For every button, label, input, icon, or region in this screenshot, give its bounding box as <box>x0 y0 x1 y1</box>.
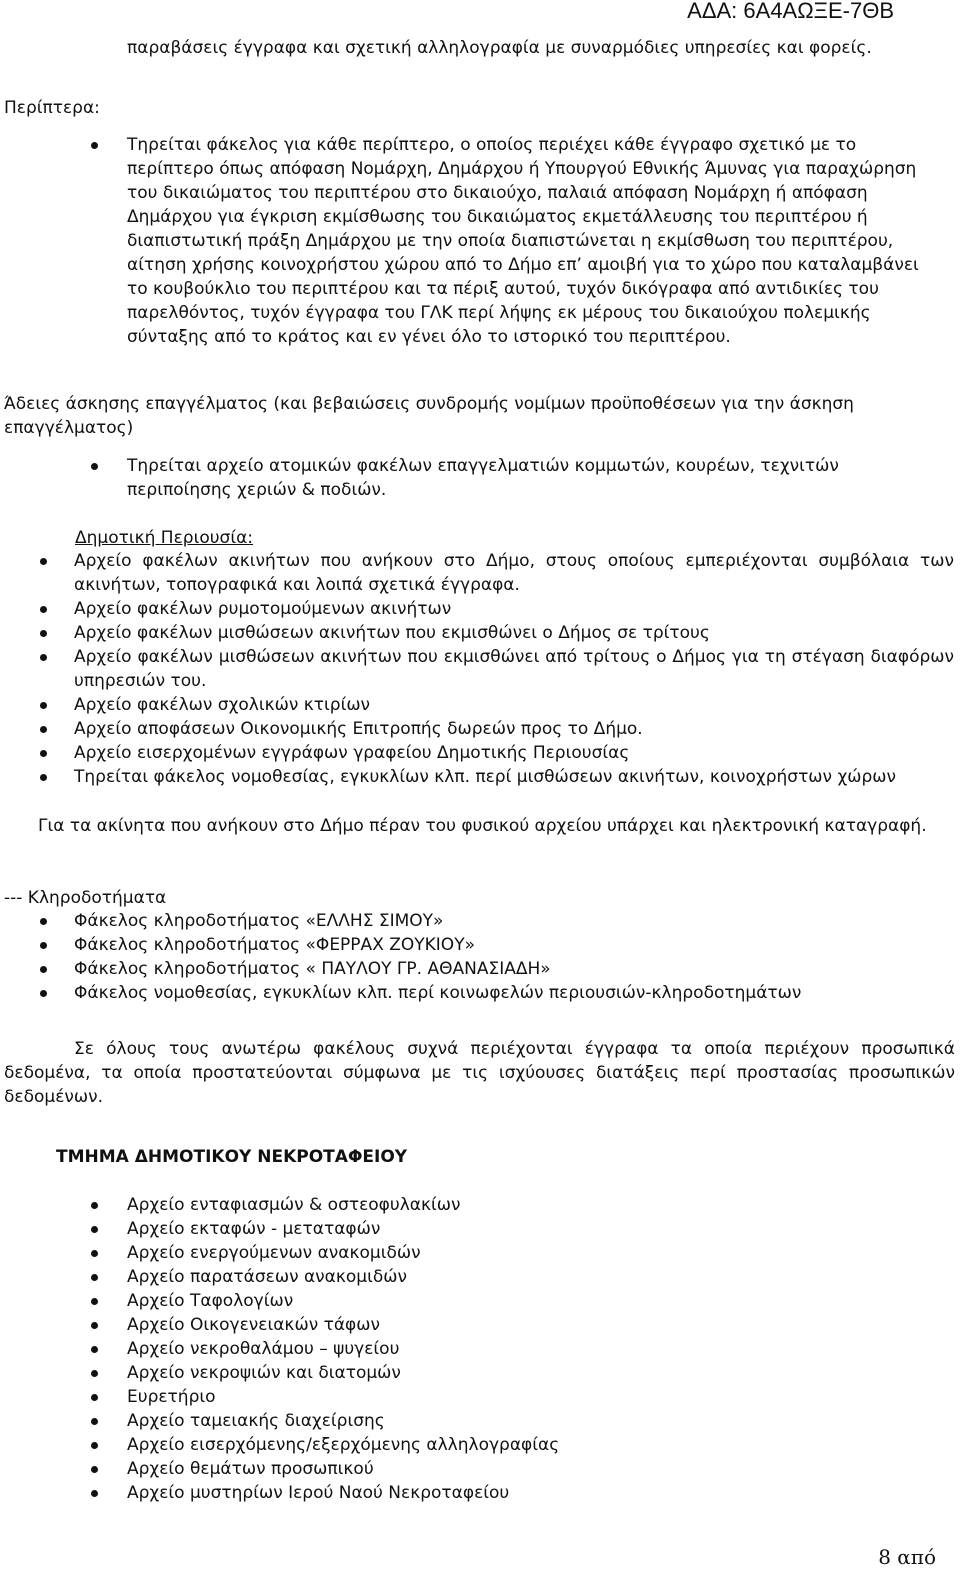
list-item: Αρχείο θεμάτων προσωπικού <box>127 1457 927 1481</box>
list-item: Αρχείο ενταφιασμών & οστεοφυλακίων <box>127 1193 927 1217</box>
kiosks-label: Περίπτερα: <box>4 98 100 118</box>
kiosks-list <box>127 133 942 349</box>
municipal-property-heading: Δημοτική Περιουσία: <box>75 528 254 548</box>
list-item: Αρχείο Οικογενειακών τάφων <box>127 1313 927 1337</box>
licenses-list <box>127 454 942 502</box>
list-item: Αρχείο εκταφών - μεταταφών <box>127 1217 927 1241</box>
bequests-heading: --- Κληροδοτήματα <box>4 888 167 908</box>
cemetery-heading: ΤΜΗΜΑ ΔΗΜΟΤΙΚΟΥ ΝΕΚΡΟΤΑΦΕΙΟΥ <box>56 1147 408 1167</box>
page-number: 8 από <box>878 1545 936 1569</box>
licenses-heading: Άδειες άσκησης επαγγέλματος (και βεβαιώσεις συνδρομής νομίμων προϋποθέσεων για την άσκηση επαγγέλματος) <box>4 394 854 438</box>
list-item: Αρχείο ταμειακής διαχείρισης <box>127 1409 927 1433</box>
list-item: Αρχείο εισερχόμενης/εξερχόμενης αλληλογραφίας <box>127 1433 927 1457</box>
list-item: Αρχείο φακέλων μισθώσεων ακινήτων που εκμισθώνει ο Δήμος σε τρίτους <box>74 621 954 645</box>
list-item: Ευρετήριο <box>127 1385 927 1409</box>
list-item: Αρχείο νεκροθαλάμου – ψυγείου <box>127 1337 927 1361</box>
list-item: Αρχείο φακέλων ρυμοτομούμενων ακινήτων <box>74 597 954 621</box>
document-code: ΑΔΑ: 6Α4ΑΩΞΕ-7ΘΒ <box>687 0 894 23</box>
municipal-property-note: Για τα ακίνητα που ανήκουν στο Δήμο πέραν του φυσικού αρχείου υπάρχει και ηλεκτρονική καταγραφή. <box>38 816 927 836</box>
bequests-list <box>74 909 954 1005</box>
intro-continuation: παραβάσεις έγγραφα και σχετική αλληλογραφία με συναρμόδιες υπηρεσίες και φορείς. <box>127 38 872 58</box>
list-item: Αρχείο φακέλων ακινήτων που ανήκουν στο Δήμο, στους οποίους εμπεριέχονται συμβόλαια των ακινήτων, τοπογραφικά και λοιπά σχετικά έγγραφα. <box>74 551 954 595</box>
list-item: Αρχείο νεκροψιών και διατομών <box>127 1361 927 1385</box>
list-item: Αρχείο μυστηρίων Ιερού Ναού Νεκροταφείου <box>127 1481 927 1505</box>
list-item: Τηρείται φάκελος για κάθε περίπτερο, ο οποίος περιέχει κάθε έγγραφο σχετικό με το περίπτερο όπως απόφαση Νομάρχη, Δημάρχου ή Υπουργού Εθνικής Άμυνας για παραχώρηση του δικαιώματος του περιπτέρου στο δικαιούχο, παλαιά απόφαση Νομάρχη ή απόφαση Δημάρχου για έγκριση εκμίσθωσης του δικαιώματος εκμετάλλευσης του περιπτέρου ή διαπιστωτική πράξη Δημάρχου με την οποία διαπιστώνεται η εκμίσθωση του περιπτέρου, αίτηση χρήσης κοινοχρήστου χώρου από το Δήμο επ’ αμοιβή για το χώρο που καταλαμβάνει το κουβούκλιο του περιπτέρου και τα πέριξ αυτού, τυχόν δικόγραφα από αντιδικίες του παρελθόντος, τυχόν έγγραφα του ΓΛΚ περί λήψης εκ μέρους του δικαιούχου πολεμικής σύνταξης από το κράτος και εν γένει όλο το ιστορικό του περιπτέρου. <box>127 133 942 349</box>
cemetery-list <box>127 1193 927 1505</box>
list-item: Αρχείο φακέλων σχολικών κτιρίων <box>74 693 954 717</box>
municipal-property-list <box>74 549 954 789</box>
list-item: Τηρείται φάκελος νομοθεσίας, εγκυκλίων κλπ. περί μισθώσεων ακινήτων, κοινοχρήστων χώρων <box>74 765 954 789</box>
list-item: Αρχείο αποφάσεων Οικονομικής Επιτροπής δωρεών προς το Δήμο. <box>74 717 954 741</box>
summary-paragraph: Σε όλους τους ανωτέρω φακέλους συχνά περιέχονται έγγραφα τα οποία περιέχουν προσωπικά δεδομένα, τα οποία προστατεύονται σύμφωνα με τις ισχύουσες διατάξεις περί προστασίας προσωπικών δεδομένων. <box>4 1039 955 1107</box>
list-item: Αρχείο παρατάσεων ανακομιδών <box>127 1265 927 1289</box>
list-item: Φάκελος κληροδοτήματος « ΠΑΥΛΟΥ ΓΡ. ΑΘΑΝΑΣΙΑΔΗ» <box>74 957 954 981</box>
list-item: Τηρείται αρχείο ατομικών φακέλων επαγγελματιών κομμωτών, κουρέων, τεχνιτών περιποίησης χεριών & ποδιών. <box>127 454 942 502</box>
list-item: Αρχείο Ταφολογίων <box>127 1289 927 1313</box>
list-item: Αρχείο φακέλων μισθώσεων ακινήτων που εκμισθώνει από τρίτους ο Δήμος για τη στέγαση διαφόρων υπηρεσιών του. <box>74 647 954 691</box>
list-item: Φάκελος νομοθεσίας, εγκυκλίων κλπ. περί κοινωφελών περιουσιών-κληροδοτημάτων <box>74 981 954 1005</box>
list-item: Φάκελος κληροδοτήματος «ΕΛΛΗΣ ΣΙΜΟΥ» <box>74 909 954 933</box>
list-item: Φάκελος κληροδοτήματος «ΦΕΡΡΑΧ ΖΟΥΚΙΟΥ» <box>74 933 954 957</box>
list-item: Αρχείο ενεργούμενων ανακομιδών <box>127 1241 927 1265</box>
list-item: Αρχείο εισερχομένων εγγράφων γραφείου Δημοτικής Περιουσίας <box>74 741 954 765</box>
